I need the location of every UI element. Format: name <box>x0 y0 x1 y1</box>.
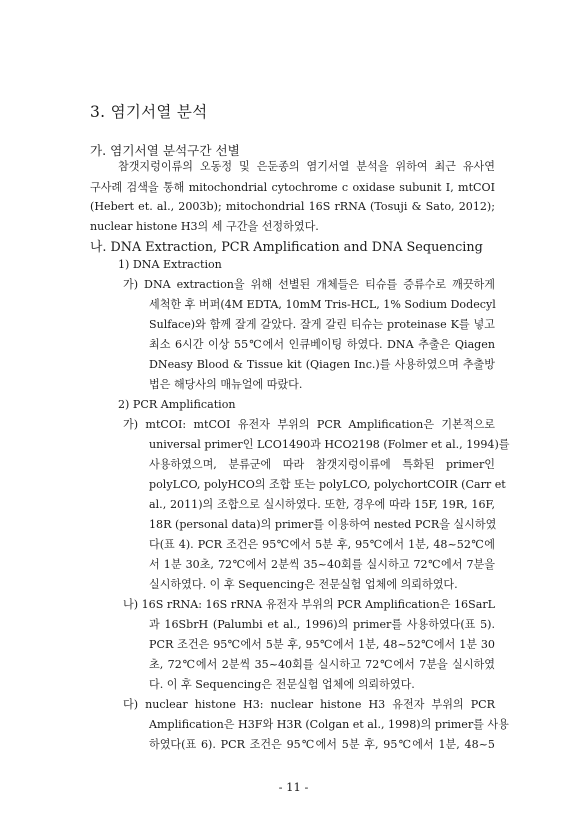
paragraph-line: 최소 6시간 이상 55℃에서 인큐베이팅 하였다. DNA 추출은 Qiagen <box>149 338 495 351</box>
paragraph-line: 가) DNA extraction을 위해 선별된 개체들은 티슈를 증류수로 깨끗하게 <box>123 278 495 291</box>
paragraph-line: 참갯지렁이류의 오동정 및 은둔종의 염기서열 분석을 위하여 최근 유사연 <box>118 160 495 173</box>
item-heading: 2) PCR Amplification <box>118 398 236 411</box>
paragraph-line: 법은 해당사의 매뉴얼에 따랐다. <box>149 378 303 391</box>
item-heading: 1) DNA Extraction <box>118 258 222 271</box>
paragraph-line: 나) 16S rRNA: 16S rRNA 유전자 부위의 PCR Amplification은 16SarL <box>123 598 495 611</box>
paragraph-line: nuclear histone H3의 세 구간을 선정하였다. <box>90 220 319 233</box>
paragraph-line: 가) mtCOI: mtCOI 유전자 부위의 PCR Amplification은 기본적으로 <box>123 418 495 431</box>
paragraph-line: 세척한 후 버퍼(4M EDTA, 10mM Tris-HCL, 1% Sodium Dodecyl <box>149 298 496 311</box>
paragraph-line: 구사례 검색을 통해 mitochondrial cytochrome c oxidase subunit I, mtCOI <box>90 181 495 194</box>
subsection-a-title: 가. 염기서열 분석구간 선별 <box>90 143 240 158</box>
paragraph-line: 18R (personal data)의 primer를 이용하여 nested PCR을 실시하였 <box>149 518 497 531</box>
paragraph-line: Sulface)와 함께 잘게 갈았다. 잘게 갈린 티슈는 proteinase K를 넣고 <box>149 318 495 331</box>
paragraph-line: PCR 조건은 95℃에서 5분 후, 95℃에서 1분, 48~52℃에서 1분 30 <box>149 638 495 651</box>
paragraph-line: 하였다(표 6). PCR 조건은 95℃에서 5분 후, 95℃에서 1분, 48~5 <box>149 738 495 751</box>
paragraph-line: Amplification은 H3F와 H3R (Colgan et al., 1998)의 primer를 사용 <box>149 718 509 731</box>
section-title: 3. 염기서열 분석 <box>90 103 208 121</box>
page-number: - 11 - <box>278 780 309 794</box>
paragraph-line: DNeasy Blood & Tissue kit (Qiagen Inc.)를 사용하였으며 추출방 <box>149 358 495 371</box>
paragraph-line: 다) nuclear histone H3: nuclear histone H3 유전자 부위의 PCR <box>123 698 495 711</box>
paragraph-line: 실시하였다. 이 후 Sequencing은 전문실험 업체에 의뢰하였다. <box>149 578 458 591</box>
paragraph-line: 다(표 4). PCR 조건은 95℃에서 5분 후, 95℃에서 1분, 48~52℃에 <box>149 538 495 551</box>
paragraph-line: polyLCO, polyHCO의 조합 또는 polyLCO, polychortCOIR (Carr et <box>149 478 506 491</box>
paragraph-line: (Hebert et. al., 2003b); mitochondrial 16S rRNA (Tosuji & Sato, 2012); <box>90 200 495 213</box>
subsection-b-title: 나. DNA Extraction, PCR Amplification and DNA Sequencing <box>90 240 483 255</box>
paragraph-line: 다. 이 후 Sequencing은 전문실험 업체에 의뢰하였다. <box>149 678 415 691</box>
paragraph-line: 서 1분 30초, 72℃에서 2분씩 35~40회를 실시하고 72℃에서 7분을 <box>149 558 495 571</box>
paragraph-line: universal primer인 LCO1490과 HCO2198 (Folmer et al., 1994)를 <box>149 438 510 451</box>
paragraph-line: al., 2011)의 조합으로 실시하였다. 또한, 경우에 따라 15F, 19R, 16F, <box>149 498 495 511</box>
paragraph-line: 초, 72℃에서 2분씩 35~40회를 실시하고 72℃에서 7분을 실시하였 <box>149 658 495 671</box>
paragraph-line: 과 16SbrH (Palumbi et al., 1996)의 primer를 사용하였다(표 5). <box>149 618 495 631</box>
paragraph-line: 사용하였으며, 분류군에 따라 참갯지렁이류에 특화된 primer인 <box>149 458 495 471</box>
